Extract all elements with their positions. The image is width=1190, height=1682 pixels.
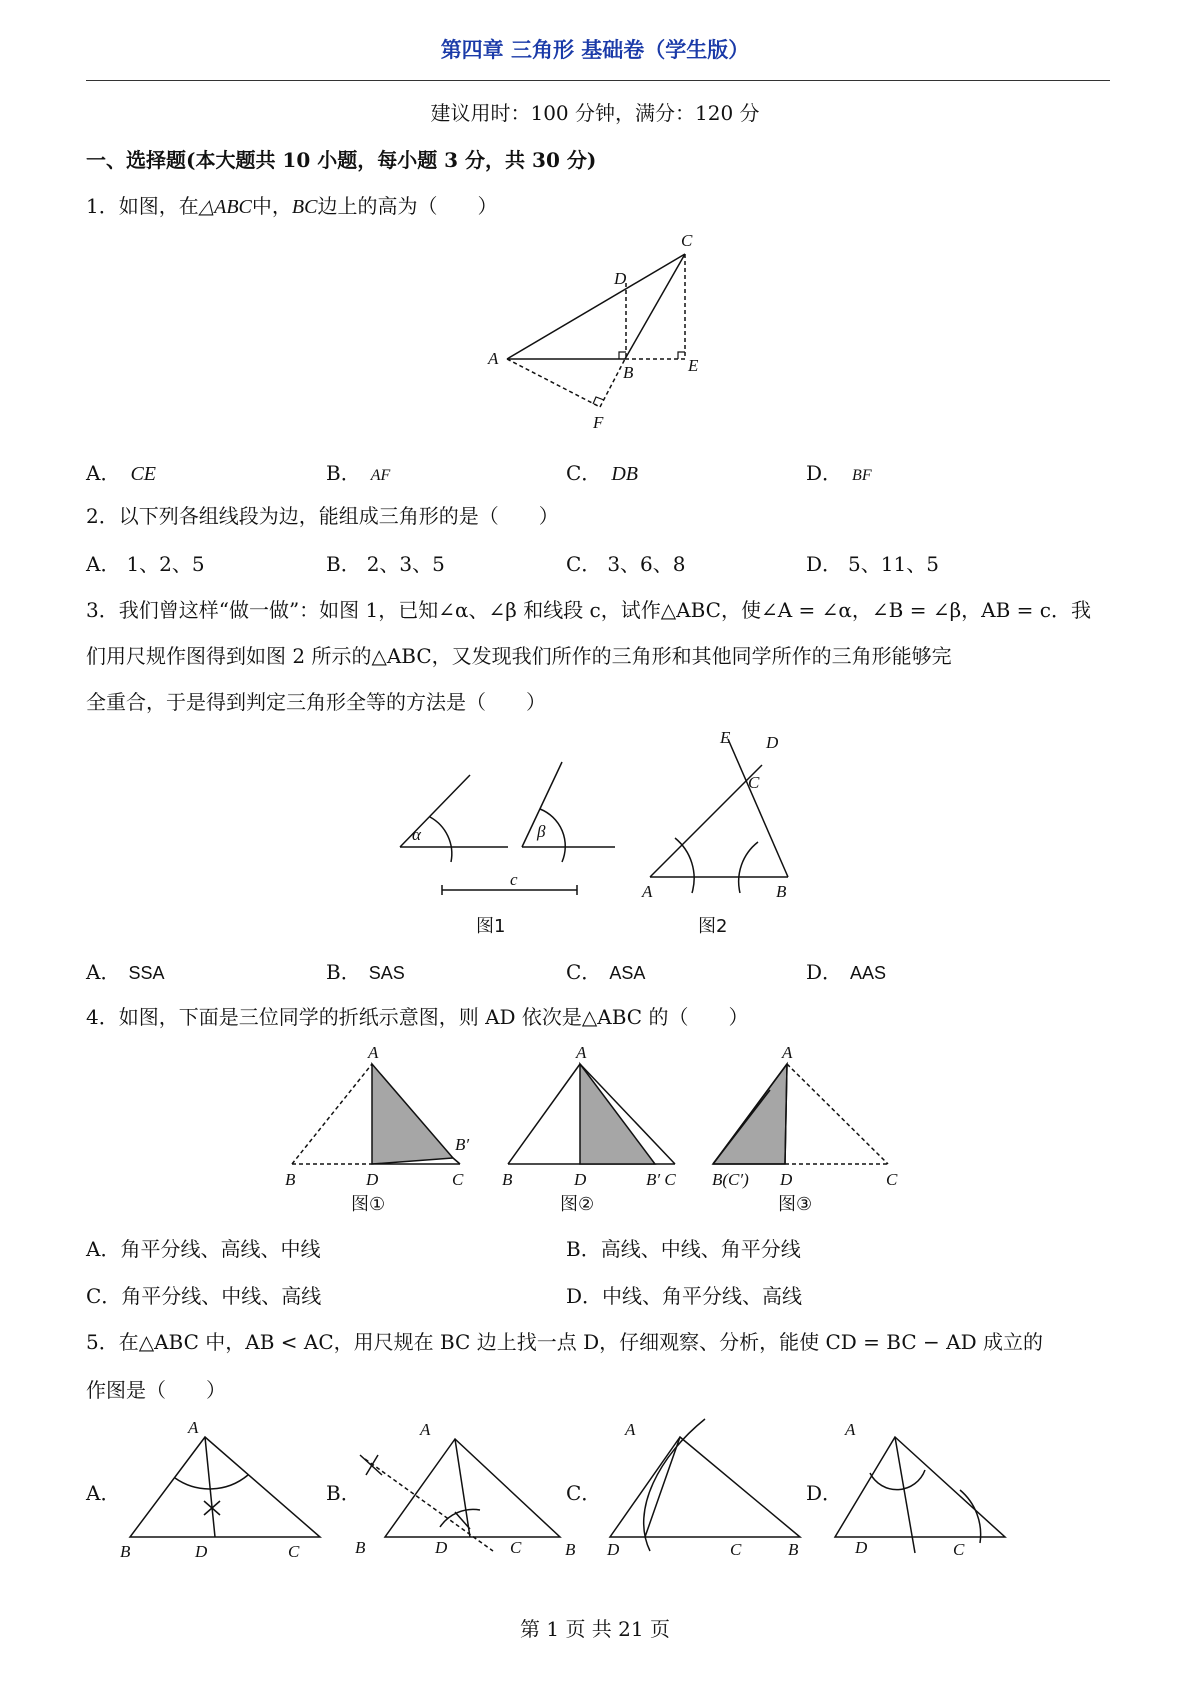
q4-fig2-label-BprimeC: B′ C	[646, 1170, 676, 1189]
q3-label-A: A	[642, 882, 653, 901]
q3-caption-fig2: 图2	[698, 916, 728, 937]
q2-option-d-value: 5、11、5	[848, 552, 939, 576]
q2-option-a-value: 1、2、5	[126, 552, 205, 576]
document-title: 第四章 三角形 基础卷（学生版）	[440, 38, 750, 62]
q1-option-c-label: C．	[566, 461, 602, 485]
q1-label-A: A	[488, 349, 499, 368]
q3-option-c[interactable]	[566, 956, 645, 985]
q4-option-c-value: 角平分线、中线、高线	[121, 1284, 322, 1308]
question-5-line-1: 5．在△ABC 中，AB < AC，用尺规在 BC 边上找一点 D，仔细观察、分析，能使 CD = BC − AD 成立的	[86, 1330, 1043, 1354]
q3-label-beta: β	[537, 822, 546, 841]
q3-option-a-value: SSA	[128, 963, 165, 983]
q5-option-a-label: A．	[86, 1481, 121, 1505]
q4-option-b[interactable]	[566, 1233, 801, 1262]
q5-c-label-B: B	[565, 1540, 576, 1559]
q4-fig1-label-C: C	[452, 1170, 464, 1189]
q3-caption-fig1: 图1	[476, 916, 506, 937]
q3-option-d[interactable]	[806, 956, 886, 985]
q4-option-c-label: C．	[86, 1284, 122, 1308]
question-3-line-2: 们用尺规作图得到如图 2 所示的△ABC，又发现我们所作的三角形和其他同学所作的三角形能够完	[86, 644, 952, 668]
q1-label-D: D	[614, 269, 627, 288]
q2-option-d-label: D．	[806, 552, 843, 576]
q1-mid: 中，	[251, 194, 292, 218]
q1-label-F: F	[593, 413, 604, 432]
question-2-stem: 2．以下列各组线段为边，能组成三角形的是（ ）	[86, 504, 559, 528]
q2-option-b-value: 2、3、5	[366, 552, 445, 576]
question-4-figure	[280, 1040, 920, 1220]
q3-option-a[interactable]	[86, 956, 164, 985]
q4-fig2-label-A: A	[576, 1043, 587, 1062]
q4-fig3-label-C: C	[886, 1170, 898, 1189]
q3-option-d-label: D．	[806, 960, 843, 984]
question-5-figures	[120, 1415, 1060, 1565]
q3-option-d-value: AAS	[850, 963, 887, 983]
exam-info: 建议用时：100 分钟，满分：120 分	[430, 101, 760, 125]
q5-a-label-D: D	[195, 1542, 208, 1561]
q1-option-d[interactable]	[806, 457, 872, 486]
q1-post: 边上的高为（ ）	[317, 194, 498, 218]
q1-option-a-value: CE	[130, 463, 157, 485]
q4-option-a-label: A．	[86, 1237, 121, 1261]
q1-option-b[interactable]	[326, 457, 390, 486]
q1-option-a[interactable]	[86, 457, 156, 486]
q5-c-label-A: A	[625, 1420, 636, 1439]
q4-fig3-label-A: A	[782, 1043, 793, 1062]
q5-b-label-A: A	[420, 1420, 431, 1439]
q2-option-a-label: A．	[86, 552, 121, 576]
q4-fig1-label-D: D	[366, 1170, 379, 1189]
q1-side: BC	[291, 196, 318, 218]
q4-caption-fig2: 图②	[560, 1194, 595, 1215]
question-5-line-2: 作图是（ ）	[86, 1378, 226, 1402]
q3-label-B: B	[776, 882, 787, 901]
q1-label-B: B	[623, 363, 634, 382]
q2-option-b-label: B．	[326, 552, 361, 576]
q4-option-b-label: B．	[566, 1237, 601, 1261]
q4-option-b-value: 高线、中线、角平分线	[600, 1237, 801, 1261]
q5-d-label-D: D	[855, 1538, 868, 1557]
q5-c-label-D: D	[607, 1540, 620, 1559]
section-title: 一、选择题(本大题共 10 小题，每小题 3 分，共 30 分)	[86, 148, 597, 172]
q1-option-c[interactable]	[566, 457, 638, 486]
q3-label-alpha: α	[412, 825, 421, 844]
q4-fig2-label-D: D	[574, 1170, 587, 1189]
q4-fig3-label-D: D	[780, 1170, 793, 1189]
q3-option-b-label: B．	[326, 960, 361, 984]
q4-option-a[interactable]	[86, 1233, 320, 1262]
q5-a-label-C: C	[288, 1542, 300, 1561]
q4-caption-fig1: 图①	[351, 1194, 386, 1215]
question-3-figure	[390, 725, 810, 945]
q1-label-C: C	[681, 232, 693, 250]
question-4-stem: 4．如图，下面是三位同学的折纸示意图，则 AD 依次是△ABC 的（ ）	[86, 1005, 749, 1029]
q5-d-label-A: A	[845, 1420, 856, 1439]
q1-label-E: E	[688, 356, 699, 375]
q5-option-a[interactable]	[86, 1477, 120, 1506]
q3-option-b[interactable]	[326, 956, 405, 985]
q5-option-d-label: D．	[806, 1481, 843, 1505]
q5-a-label-B: B	[120, 1542, 131, 1561]
q5-d-label-C: C	[953, 1540, 965, 1559]
q1-option-c-value: DB	[611, 463, 638, 485]
q3-option-b-value: SAS	[368, 963, 405, 983]
q4-fig1-label-Bprime: B′	[455, 1135, 470, 1154]
q4-option-d-label: D．	[566, 1284, 603, 1308]
q4-caption-fig3: 图③	[778, 1194, 813, 1215]
q4-fig1-label-A: A	[368, 1043, 379, 1062]
q2-option-c-label: C．	[566, 552, 602, 576]
page-number: 第 1 页 共 21 页	[520, 1617, 670, 1641]
q1-option-b-label: B．	[326, 461, 361, 485]
q5-c-label-C: C	[730, 1540, 742, 1559]
question-3-line-1: 3．我们曾这样“做一做”：如图 1，已知∠α、∠β 和线段 c，试作△ABC，使∠A = ∠α，∠B = ∠β，AB = c．我	[86, 598, 1091, 622]
q2-option-d[interactable]	[806, 548, 939, 577]
q4-option-c[interactable]	[86, 1280, 321, 1309]
q1-option-b-value: AF	[370, 467, 391, 484]
q3-option-c-label: C．	[566, 960, 602, 984]
q5-option-b-label: B．	[326, 1481, 361, 1505]
q2-option-c[interactable]	[566, 548, 686, 577]
q3-label-c: c	[510, 870, 518, 889]
q2-option-a[interactable]	[86, 548, 205, 577]
q5-a-label-A: A	[188, 1418, 199, 1437]
q3-label-C: C	[748, 773, 760, 792]
q1-option-d-label: D．	[806, 461, 843, 485]
q4-fig2-label-B: B	[502, 1170, 513, 1189]
q3-option-a-label: A．	[86, 960, 121, 984]
q4-fig1-label-B: B	[285, 1170, 296, 1189]
question-1-stem	[86, 190, 497, 219]
q4-option-d[interactable]	[566, 1280, 802, 1309]
q3-option-c-value: ASA	[609, 963, 646, 983]
q4-option-a-value: 角平分线、高线、中线	[120, 1237, 321, 1261]
header-divider	[86, 80, 1110, 81]
q1-option-a-label: A．	[86, 461, 121, 485]
q5-option-c-label: C．	[566, 1481, 602, 1505]
q4-option-d-value: 中线、角平分线、高线	[602, 1284, 803, 1308]
q1-pre: 1．如图，在	[86, 194, 199, 218]
q1-triangle: △ABC	[198, 196, 252, 218]
q3-label-D: D	[766, 733, 779, 752]
q5-d-label-B: B	[788, 1540, 799, 1559]
q3-label-E: E	[720, 728, 731, 747]
q2-option-c-value: 3、6、8	[607, 552, 686, 576]
question-1-figure	[480, 232, 720, 432]
q2-option-b[interactable]	[326, 548, 445, 577]
q1-option-d-value: BF	[852, 467, 872, 484]
q5-b-label-C: C	[510, 1538, 522, 1557]
q5-b-label-B: B	[355, 1538, 366, 1557]
q4-fig3-label-BC: B(C′)	[712, 1170, 749, 1189]
question-3-line-3: 全重合，于是得到判定三角形全等的方法是（ ）	[86, 690, 546, 714]
q5-b-label-D: D	[435, 1538, 448, 1557]
